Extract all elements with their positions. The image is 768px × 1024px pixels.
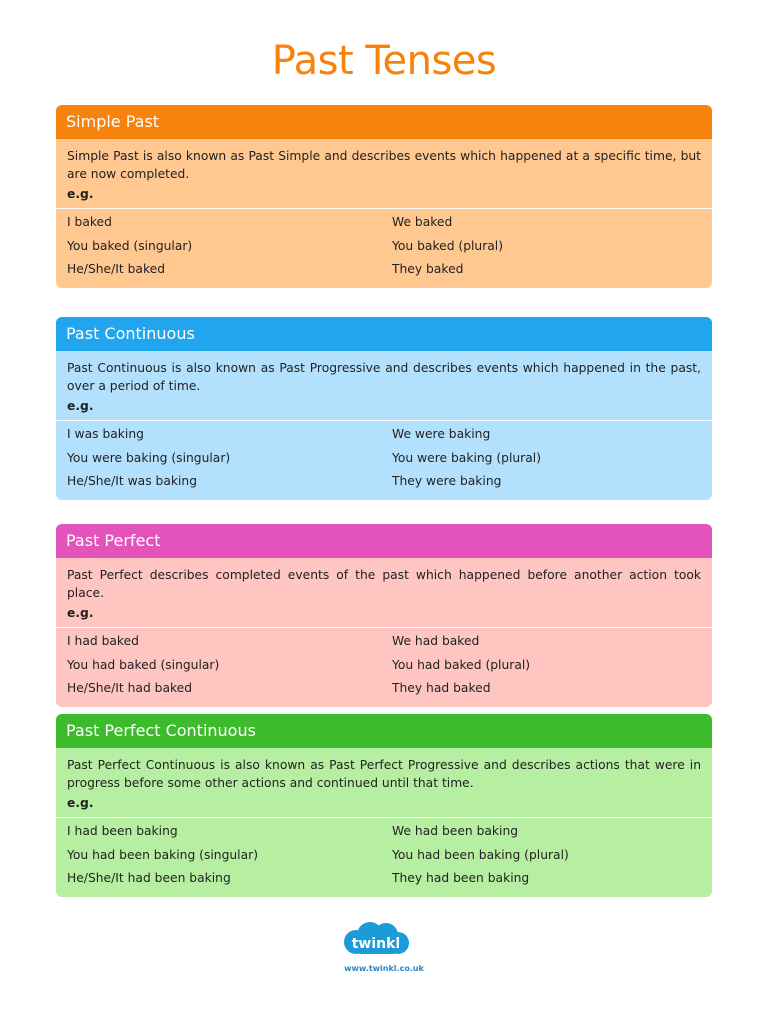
- section-past-continuous: [56, 317, 712, 500]
- example: He/She/It was baking: [67, 474, 198, 488]
- example: You had been baking (singular): [67, 847, 258, 862]
- eg-label: e.g.: [67, 796, 94, 810]
- example: They baked: [392, 262, 464, 276]
- example: I was baking: [67, 427, 144, 441]
- examples-grid: [56, 628, 712, 707]
- section-heading: Simple Past: [56, 105, 712, 139]
- example: You had baked (plural): [392, 657, 531, 672]
- section-past-perfect: [56, 524, 712, 707]
- section-description: Simple Past is also known as Past Simple and describes events which happened at a specific time, but are now completed.: [67, 149, 701, 181]
- section-heading: Past Perfect: [56, 524, 712, 558]
- examples-grid: [56, 818, 712, 897]
- example: He/She/It had been baking: [67, 871, 231, 885]
- logo-text: twinkl: [351, 936, 401, 952]
- examples-grid: [56, 421, 712, 500]
- example: We had baked: [392, 634, 480, 648]
- page-title: Past Tenses: [271, 38, 497, 84]
- section-description: Past Perfect describes completed events of the past which happened before another action took place.: [67, 568, 701, 600]
- example: They were baking: [392, 474, 502, 488]
- example: I had been baking: [67, 824, 178, 838]
- example: We were baking: [392, 427, 491, 441]
- example: He/She/It had baked: [67, 681, 193, 695]
- example: You were baking (singular): [67, 450, 231, 465]
- examples-grid: [56, 209, 712, 288]
- section-simple-past: [56, 105, 712, 288]
- example: You had baked (singular): [67, 657, 220, 672]
- example: You baked (singular): [67, 238, 193, 253]
- twinkl-cloud-logo-icon: [340, 920, 412, 960]
- section-description: Past Continuous is also known as Past Progressive and describes events which happened in the past, over a period of time.: [67, 361, 701, 393]
- section-past-perfect-continuous: [56, 714, 712, 897]
- eg-label: e.g.: [67, 399, 94, 413]
- example: They had been baking: [392, 871, 530, 885]
- eg-label: e.g.: [67, 606, 94, 620]
- example: You were baking (plural): [392, 450, 541, 465]
- footer-url[interactable]: www.twinkl.co.uk: [344, 964, 424, 973]
- section-heading: Past Perfect Continuous: [56, 714, 712, 748]
- example: They had baked: [392, 681, 491, 695]
- example: He/She/It baked: [67, 262, 166, 276]
- example: We had been baking: [392, 824, 519, 838]
- example: You had been baking (plural): [392, 847, 569, 862]
- example: I had baked: [67, 634, 139, 648]
- example: We baked: [392, 215, 453, 229]
- example: You baked (plural): [392, 238, 504, 253]
- example: I baked: [67, 215, 112, 229]
- eg-label: e.g.: [67, 187, 94, 201]
- section-description: Past Perfect Continuous is also known as Past Perfect Progressive and describes actions that were in progress before some other actions and continued until that time.: [67, 758, 701, 790]
- section-heading: Past Continuous: [56, 317, 712, 351]
